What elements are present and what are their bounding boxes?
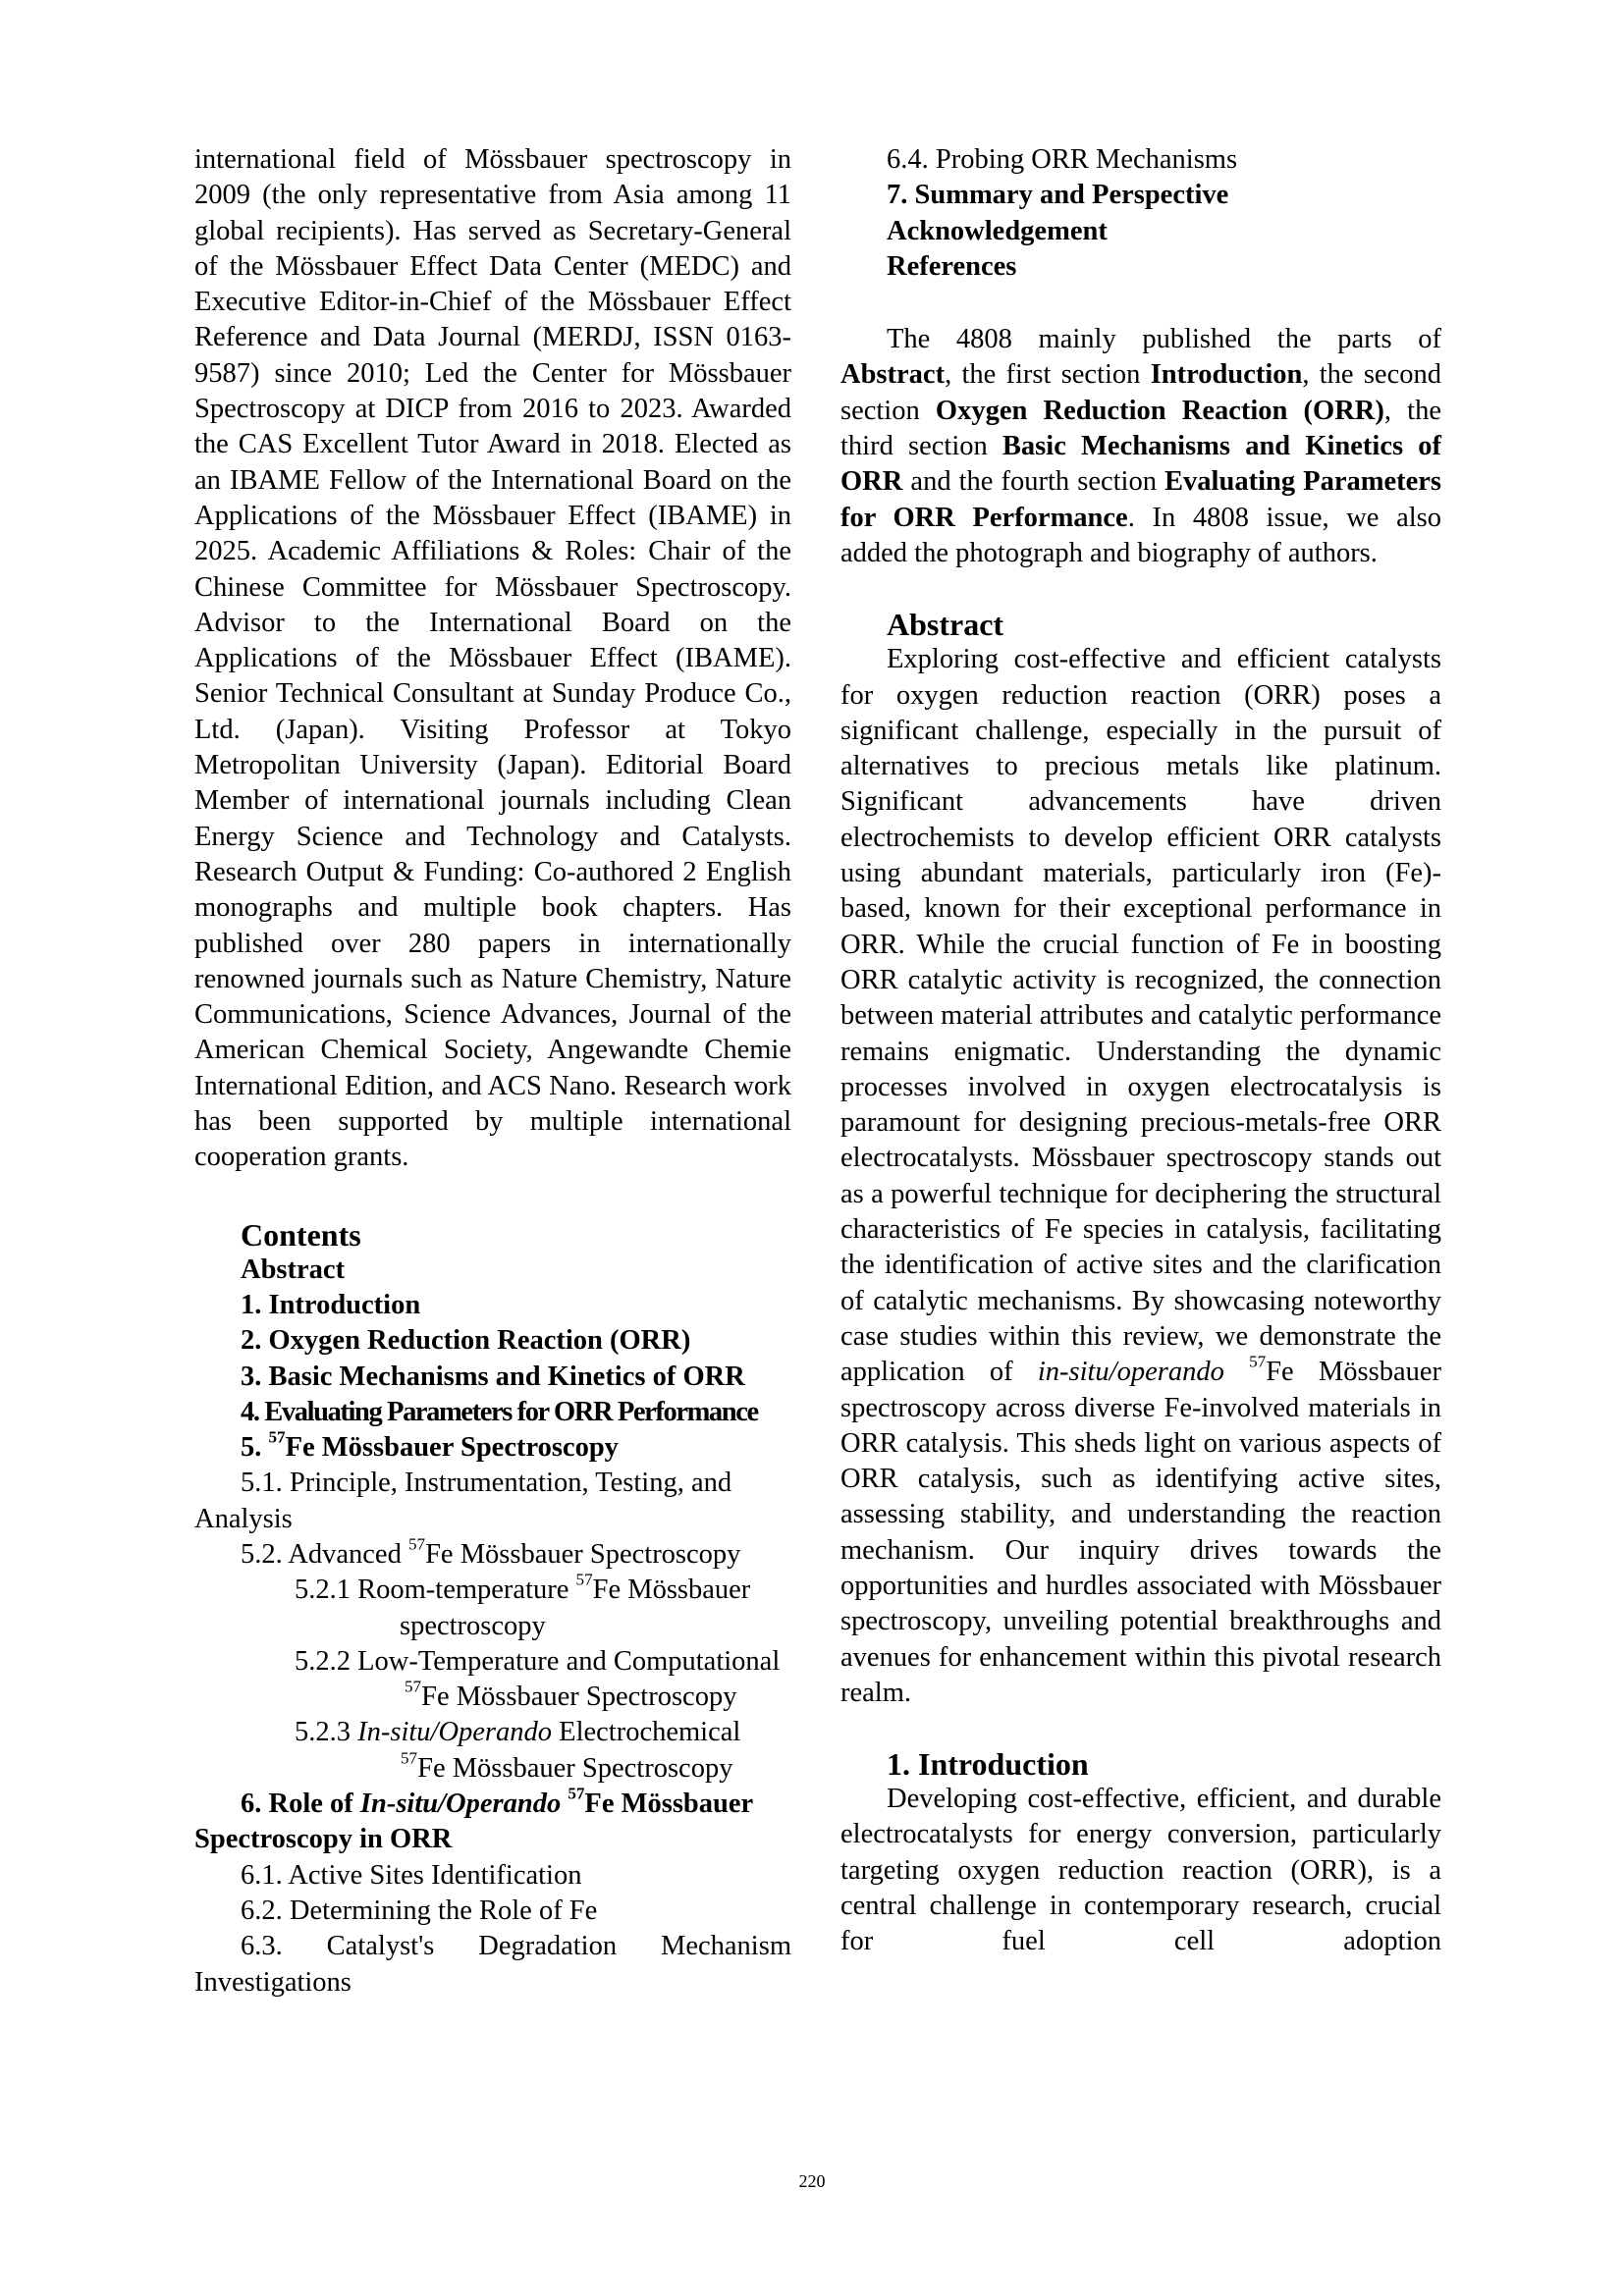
right-column	[840, 142, 1441, 1960]
abstract-heading: Abstract	[887, 607, 1004, 643]
toc-item-principle-instrumentation[interactable]: 5.1. Principle, Instrumentation, Testing, and Analysis	[194, 1468, 732, 1534]
toc-item-active-sites[interactable]: 6.1. Active Sites Identification	[241, 1859, 582, 1891]
isotope-superscript: 57	[1249, 1352, 1267, 1371]
toc-title-italic: In-situ/Operando	[357, 1717, 553, 1748]
bold-text: Introduction	[1150, 359, 1303, 391]
contents-heading: Contents	[241, 1216, 361, 1253]
toc-title: Fe Mössbauer Spectroscopy	[421, 1682, 737, 1713]
toc-item-role-insitu[interactable]	[194, 1784, 791, 1858]
toc-title: Fe Mössbauer Spectroscopy	[425, 1538, 741, 1570]
isotope-superscript: 57	[407, 1534, 426, 1554]
text: and the fourth section	[902, 466, 1165, 498]
left-column	[194, 142, 791, 2001]
bold-text: Oxygen Reduction Reaction (ORR)	[935, 395, 1384, 426]
toc-item-evaluating-parameters[interactable]: 4. Evaluating Parameters for ORR Performance	[241, 1396, 758, 1427]
toc-item-introduction[interactable]: 1. Introduction	[241, 1289, 421, 1320]
toc-title: Electrochemical	[552, 1717, 741, 1748]
text: Exploring cost-effective and efficient catalysts for oxygen reduction reaction (ORR) poses a significant challenge, especially in the pursuit of alternatives to precious metals like platinum. Significant advancements have driven electrochemists to develop efficient ORR catalysts using abundant materials, particularly iron (Fe)-based, known for their exceptional performance in ORR. While the crucial function of Fe in boosting ORR catalytic activity is recognized, the connection between material attributes and catalytic performance remains enigmatic. Understanding the dynamic processes involved in oxygen electrocatalysis is paramount for designing precious-metals-free ORR electrocatalysts. Mössbauer spectroscopy stands out as a powerful technique for deciphering the structural characteristics of Fe species in catalysis, facilitating the identification of active sites and the clarification of catalytic mechanisms. By showcasing noteworthy case studies within this review, we demonstrate the application of	[840, 644, 1441, 1388]
isotope-superscript: 57	[405, 1677, 422, 1696]
toc-title-italic: In-situ/Operando	[359, 1789, 562, 1820]
isotope-superscript: 57	[268, 1427, 286, 1447]
introduction-text: Developing cost-effective, efficient, and durable electrocatalysts for energy conversion, particularly targeting oxygen reduction reaction (ORR), is a central challenge in contemporary research, crucial for fuel cell adoption	[840, 1784, 1441, 1957]
toc-item-low-temperature[interactable]	[194, 1644, 791, 1716]
toc-item-insitu-electrochemical[interactable]	[194, 1715, 791, 1787]
text: , the third section	[840, 395, 1442, 462]
toc-item-abstract[interactable]: Abstract	[241, 1254, 346, 1285]
isotope-superscript: 57	[575, 1570, 593, 1589]
toc-title: 6. Role of	[241, 1789, 360, 1820]
toc-item-summary[interactable]: 7. Summary and Perspective	[887, 180, 1229, 211]
abstract-text	[840, 642, 1441, 1711]
isotope-superscript: 57	[568, 1784, 585, 1803]
toc-title: 5.2. Advanced	[241, 1538, 408, 1570]
toc-item-room-temperature[interactable]	[194, 1570, 791, 1644]
bold-text: Abstract	[840, 359, 946, 391]
spacer	[840, 571, 1441, 607]
spacer	[840, 1711, 1441, 1746]
author-biography: international field of Mössbauer spectroscopy in 2009 (the only representative from Asia among 11 global recipients). Has served as Secretary-General of the Mössbauer Effect Data Center (MEDC) and Executive Editor-in-Chief of the Mössbauer Effect Reference and Data Journal (MERDJ, ISSN 0163-9587) since 2010; Led the Center for Mössbauer Spectroscopy at DICP from 2016 to 2023. Awarded the CAS Excellent Tutor Award in 2018. Elected as an IBAME Fellow of the International Board on the Applications of the Mössbauer Effect (IBAME) in 2025. Academic Affiliations & Roles: Chair of the Chinese Committee for Mössbauer Spectroscopy. Advisor to the International Board on the Applications of the Mössbauer Effect (IBAME). Senior Technical Consultant at Sunday Produce Co., Ltd. (Japan). Visiting Professor at Tokyo Metropolitan University (Japan). Editorial Board Member of international journals including Clean Energy Science and Technology and Catalysts. Research Output & Funding: Co-authored 2 English monographs and multiple book chapters. Has published over 280 papers in internationally renowned journals such as Nature Chemistry, Nature Communications, Science Advances, Journal of the American Chemical Society, Angewandte Chemie International Edition, and ACS Nano. Research work has been supported by multiple international cooperation grants.	[194, 144, 791, 1173]
toc-item-role-of-fe[interactable]: 6.2. Determining the Role of Fe	[241, 1895, 598, 1926]
text: , the second section	[840, 359, 1441, 426]
toc-item-orr[interactable]: 2. Oxygen Reduction Reaction (ORR)	[241, 1325, 691, 1357]
toc-item-mossbauer-spectroscopy[interactable]	[194, 1427, 791, 1466]
toc-title: Fe Mössbauer Spectroscopy in ORR	[194, 1789, 753, 1855]
bold-text: Evaluating Parameters for ORR Performance	[840, 466, 1441, 533]
introduction-heading: 1. Introduction	[887, 1746, 1089, 1783]
spacer	[840, 285, 1441, 322]
toc-item-degradation[interactable]: 6.3. Catalyst's Degradation Mechanism Investigations	[194, 1931, 791, 1998]
toc-item-mechanisms-kinetics[interactable]: 3. Basic Mechanisms and Kinetics of ORR	[241, 1361, 745, 1392]
issue-note	[840, 322, 1441, 571]
isotope-superscript: 57	[401, 1748, 418, 1768]
toc-number: 5.	[241, 1432, 269, 1464]
toc-title: 5.2.1 Room-temperature	[295, 1575, 576, 1606]
text: , the first section	[945, 359, 1151, 391]
toc-item-acknowledgement[interactable]: Acknowledgement	[887, 215, 1108, 246]
text: The 4808 mainly published the parts of	[887, 324, 1441, 355]
toc-title: Fe Mössbauer Spectroscopy	[285, 1432, 619, 1464]
toc-title: 5.2.2 Low-Temperature and Computational	[295, 1645, 781, 1677]
toc-item-advanced-mossbauer[interactable]	[194, 1534, 791, 1573]
page-number: 220	[798, 2171, 826, 2191]
text: . In 4808 issue, we also added the photograph and biography of authors.	[840, 502, 1441, 568]
text: Fe Mössbauer spectroscopy across diverse Fe-involved materials in ORR catalysis. This sheds light on various aspects of ORR catalysis, such as identifying active sites, assessing stability, and understanding the reaction mechanism. Our inquiry drives towards the opportunities and hurdles associated with Mössbauer spectroscopy, unveiling potential breakthroughs and avenues for enhancement within this pivotal research realm.	[840, 1357, 1441, 1708]
toc-number: 5.2.3	[295, 1717, 358, 1748]
toc-title-continuation	[295, 1748, 791, 1787]
toc-title: Fe Mössbauer Spectroscopy	[417, 1752, 733, 1784]
table-of-contents	[194, 1253, 791, 2001]
toc-title-continuation: spectroscopy	[400, 1610, 546, 1641]
toc-title-continuation	[295, 1677, 791, 1715]
toc-title: Fe Mössbauer	[592, 1575, 751, 1606]
table-of-contents-continued	[840, 142, 1441, 285]
toc-item-references[interactable]: References	[887, 250, 1017, 282]
toc-item-probing-orr[interactable]: 6.4. Probing ORR Mechanisms	[887, 144, 1238, 175]
italic-text: in-situ/operando	[1037, 1357, 1224, 1388]
bold-text: Basic Mechanisms and Kinetics of ORR	[840, 431, 1441, 498]
